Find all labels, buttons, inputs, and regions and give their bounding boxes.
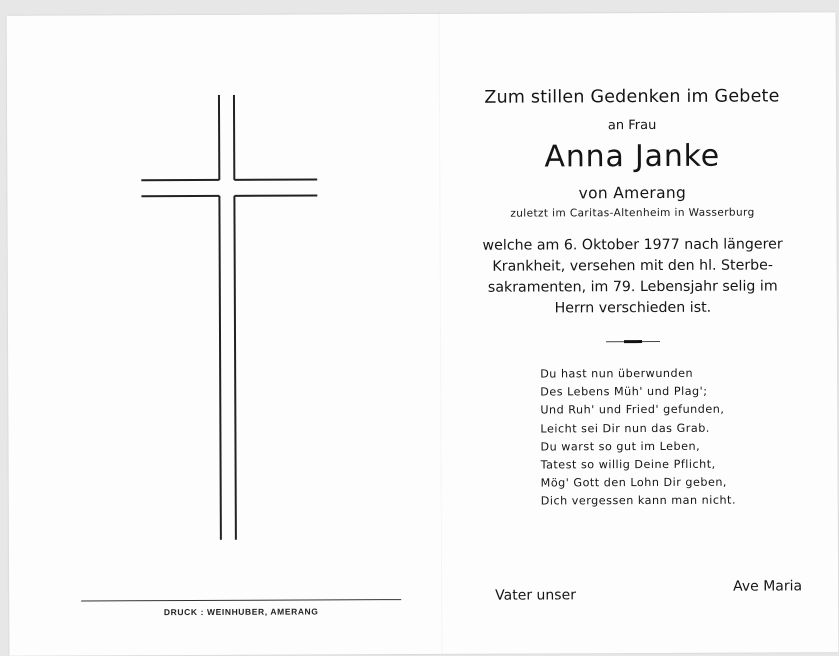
printer-credit: DRUCK : WEINHUBER, AMERANG: [163, 606, 319, 618]
poem-line: Leicht sei Dir nun das Grab.: [540, 421, 710, 436]
poem-line: Dich vergessen kann man nicht.: [540, 494, 737, 508]
poem: [540, 364, 799, 511]
card-fold: [439, 14, 443, 654]
prayer-ave-maria: Ave Maria: [733, 578, 803, 595]
heading: Zum stillen Gedenken im Gebete: [484, 86, 780, 108]
obituary-line: Herrn verschieden ist.: [554, 299, 712, 317]
poem-line: Des Lebens Müh' und Plag';: [540, 384, 708, 399]
obituary-text: [468, 234, 798, 319]
hometown: von Amerang: [578, 183, 687, 203]
obituary-line: Krankheit, versehen mit den hl. Sterbe-: [492, 257, 774, 275]
last-residence: zuletzt im Caritas-Altenheim in Wasserburg: [510, 206, 755, 220]
memorial-text-block: [467, 84, 799, 511]
printer-divider: [81, 599, 401, 601]
deceased-name: Anna Janke: [544, 138, 721, 175]
memorial-card: [7, 12, 839, 656]
prayer-vater-unser: Vater unser: [495, 587, 576, 604]
poem-line: Tatest so willig Deine Pflicht,: [540, 457, 716, 472]
poem-line: Und Ruh' und Fried' gefunden,: [540, 403, 725, 417]
salutation: an Frau: [607, 117, 657, 134]
poem-line: Du hast nun überwunden: [540, 366, 694, 381]
ornament-divider-icon: [606, 339, 660, 345]
cross-icon: [127, 94, 319, 540]
poem-line: Du warst so gut im Leben,: [540, 439, 701, 454]
divider-thick-mark: [624, 340, 642, 343]
obituary-line: welche am 6. Oktober 1977 nach längerer: [482, 236, 783, 254]
poem-line: Mög' Gott den Lohn Dir geben,: [540, 475, 728, 490]
obituary-line: sakramenten, im 79. Lebensjahr selig im: [487, 278, 778, 296]
